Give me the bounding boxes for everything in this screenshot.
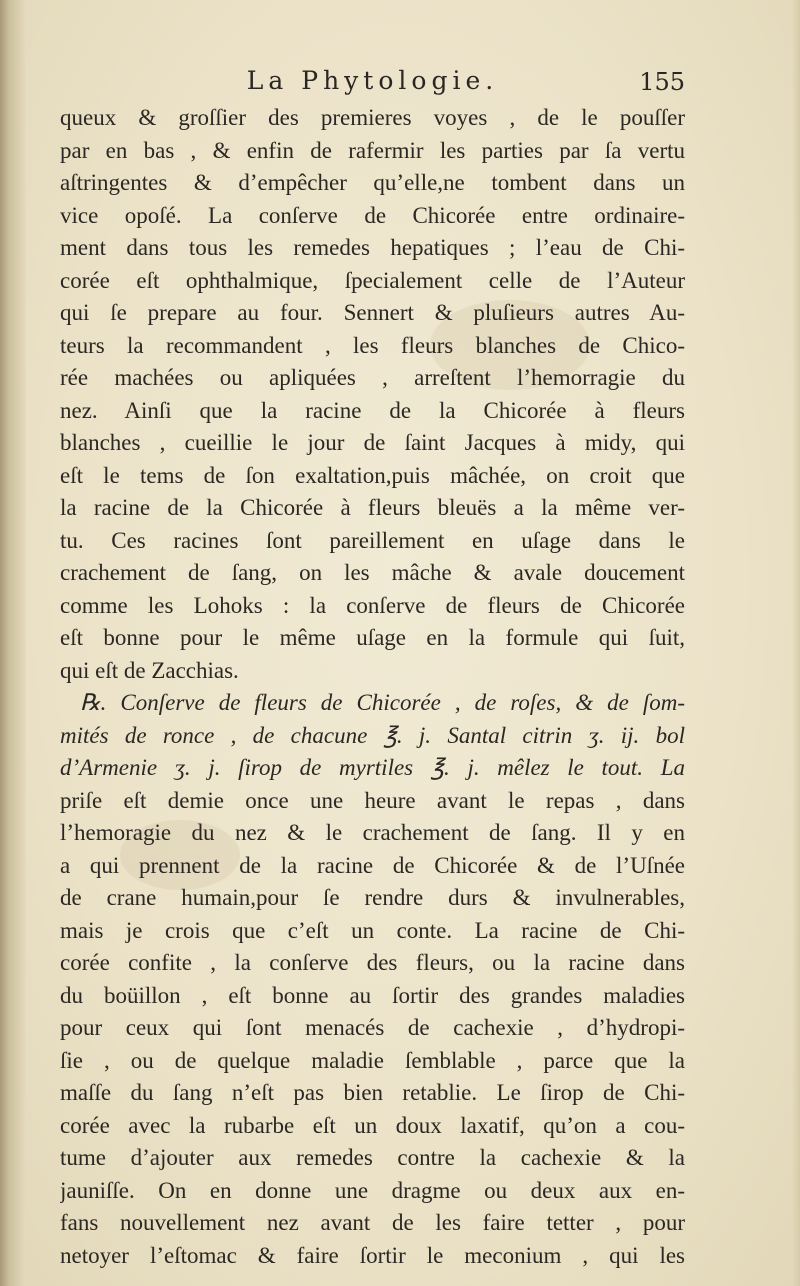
text-line: ſie , ou de quelque maladie ſemblable , parce que la xyxy=(60,1047,685,1073)
text-line: ment dans tous les remedes hepatiques ; l’eau de Chi- xyxy=(60,235,685,260)
text-line: comme les Lohoks : la conſerve de fleurs de Chicorée xyxy=(60,592,685,618)
text-line: tu. Ces racines ſont pareillement en uſage dans le xyxy=(60,527,685,553)
text-line: la racine de la Chicorée à fleurs bleuës a la même ver- xyxy=(60,495,685,520)
page-number: 155 xyxy=(639,68,685,96)
recipe-line: ℞. Conſerve de fleurs de Chicorée , de roſes, & de ſom- xyxy=(80,690,685,715)
page-edge xyxy=(792,0,800,1286)
recipe-line: mités de ronce , de chacune ℥. j. Santal citrin ʒ. ij. bol xyxy=(60,722,685,748)
text-line: de crane humain,pour ſe rendre durs & invulnerables, xyxy=(60,885,685,910)
text-line: mais je crois que c’eſt un conte. La racine de Chi- xyxy=(60,917,685,943)
text-line: pour ceux qui ſont menacés de cachexie , d’hydropi- xyxy=(60,1015,685,1040)
text-line: queux & groſſier des premieres voyes , de le pouſſer xyxy=(60,105,685,130)
text-line: aſtringentes & d’empêcher qu’elle,ne tombent dans un xyxy=(60,170,685,195)
text-line: qui eſt de Zacchias. xyxy=(60,657,239,683)
text-line: fans nouvellement nez avant de les faire tetter , pour xyxy=(60,1210,685,1235)
text-line: blanches , cueillie le jour de ſaint Jacques à midy, qui xyxy=(60,430,685,455)
text-line: par en bas , & enfin de rafermir les parties par ſa vertu xyxy=(60,137,685,163)
text-line: corée eſt ophthalmique, ſpecialement celle de l’Auteur xyxy=(60,267,685,293)
book-gutter-shadow xyxy=(0,0,26,1286)
text-line: rée machées ou apliquées , arreſtent l’hemorragie du xyxy=(60,365,685,390)
running-title: La Phytologie. xyxy=(246,66,499,95)
text-line: priſe eſt demie once une heure avant le repas , dans xyxy=(60,787,685,813)
recipe-line: d’Armenie ʒ. j. ſirop de myrtiles ℥. j. mêlez le tout. La xyxy=(60,755,685,780)
text-line: l’hemoragie du nez & le crachement de ſang. Il y en xyxy=(60,820,685,845)
text-line: eſt bonne pour le même uſage en la formule qui ſuit, xyxy=(60,625,685,650)
text-line: nez. Ainſi que la racine de la Chicorée à fleurs xyxy=(60,397,685,423)
text-line: qui ſe prepare au four. Sennert & pluſieurs autres Au- xyxy=(60,300,685,325)
text-line: corée avec la rubarbe eſt un doux laxatif, qu’on a cou- xyxy=(60,1112,685,1138)
text-line: maſſe du ſang n’eſt pas bien retablie. Le ſirop de Chi- xyxy=(60,1080,685,1105)
text-line: netoyer l’eſtomac & faire ſortir le meconium , qui les xyxy=(60,1242,685,1268)
text-line: eſt le tems de ſon exaltation,puis mâchée, on croit que xyxy=(60,462,685,488)
text-line: tume d’ajouter aux remedes contre la cachexie & la xyxy=(60,1145,685,1170)
text-line: crachement de ſang, on les mâche & avale doucement xyxy=(60,560,685,585)
text-line: vice opoſé. La conſerve de Chicorée entre ordinaire- xyxy=(60,202,685,228)
page-header xyxy=(60,66,685,104)
text-line: a qui prennent de la racine de Chicorée & de l’Uſnée xyxy=(60,852,685,878)
text-line: jauniſſe. On en donne une dragme ou deux aux en- xyxy=(60,1177,685,1203)
text-block xyxy=(60,102,685,1272)
text-line: du boüillon , eſt bonne au ſortir des grandes maladies xyxy=(60,982,685,1008)
text-line: teurs la recommandent , les fleurs blanches de Chico- xyxy=(60,332,685,358)
text-line: corée confite , la conſerve des fleurs, ou la racine dans xyxy=(60,950,685,975)
